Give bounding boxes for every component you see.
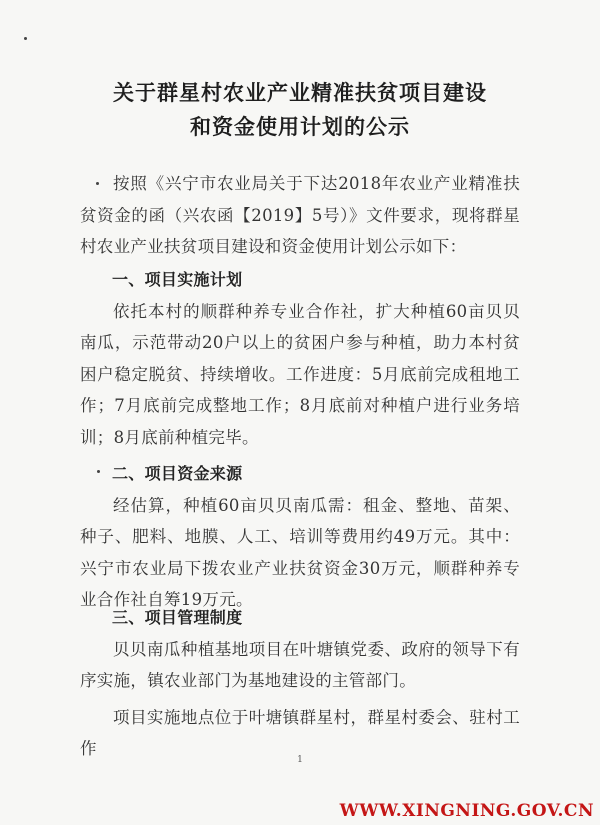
section3-heading: 三、项目管理制度 <box>112 608 243 627</box>
page-number: 1 <box>297 755 303 765</box>
intro-block <box>80 168 520 263</box>
section3-paragraph1: 贝贝南瓜种植基地项目在叶塘镇党委、政府的领导下有序实施，镇农业部门为基地建设的主管部门。 <box>80 639 520 691</box>
scan-speck <box>96 182 99 185</box>
document-title-line1: 关于群星村农业产业精准扶贫项目建设 <box>113 81 487 105</box>
section1-paragraph: 依托本村的顺群种养专业合作社，扩大种植60亩贝贝南瓜，示范带动20户以上的贫困户参与种植，助力本村贫困户稳定脱贫、持续增收。工作进度：5月底前完成租地工作；7月底前完成整地工作；8月底前对种植户进行业务培训；8月底前种植完毕。 <box>80 301 520 447</box>
section-implementation-plan <box>80 264 520 454</box>
section-funding-source <box>80 458 520 616</box>
scan-speck <box>24 37 27 40</box>
section-management-system <box>80 602 520 765</box>
intro-paragraph: 按照《兴宁市农业局关于下达2018年农业产业精准扶贫资金的函（兴农函【2019】5号）》文件要求，现将群星村农业产业扶贫项目建设和资金使用计划公示如下： <box>80 174 520 257</box>
document-title-line2: 和资金使用计划的公示 <box>190 115 410 139</box>
section1-heading: 一、项目实施计划 <box>112 270 243 289</box>
section2-paragraph: 经估算，种植60亩贝贝南瓜需：租金、整地、苗架、种子、肥料、地膜、人工、培训等费用约49万元。其中：兴宁市农业局下拨农业产业扶贫资金30万元，顺群种养专业合作社自筹19万元。 <box>80 495 520 610</box>
section3-paragraph2: 项目实施地点位于叶塘镇群星村，群星村委会、驻村工作 <box>80 707 520 759</box>
section2-heading: 二、项目资金来源 <box>112 464 243 483</box>
site-watermark: WWW.XINGNING.GOV.CN <box>339 801 594 821</box>
scan-speck <box>97 470 100 473</box>
